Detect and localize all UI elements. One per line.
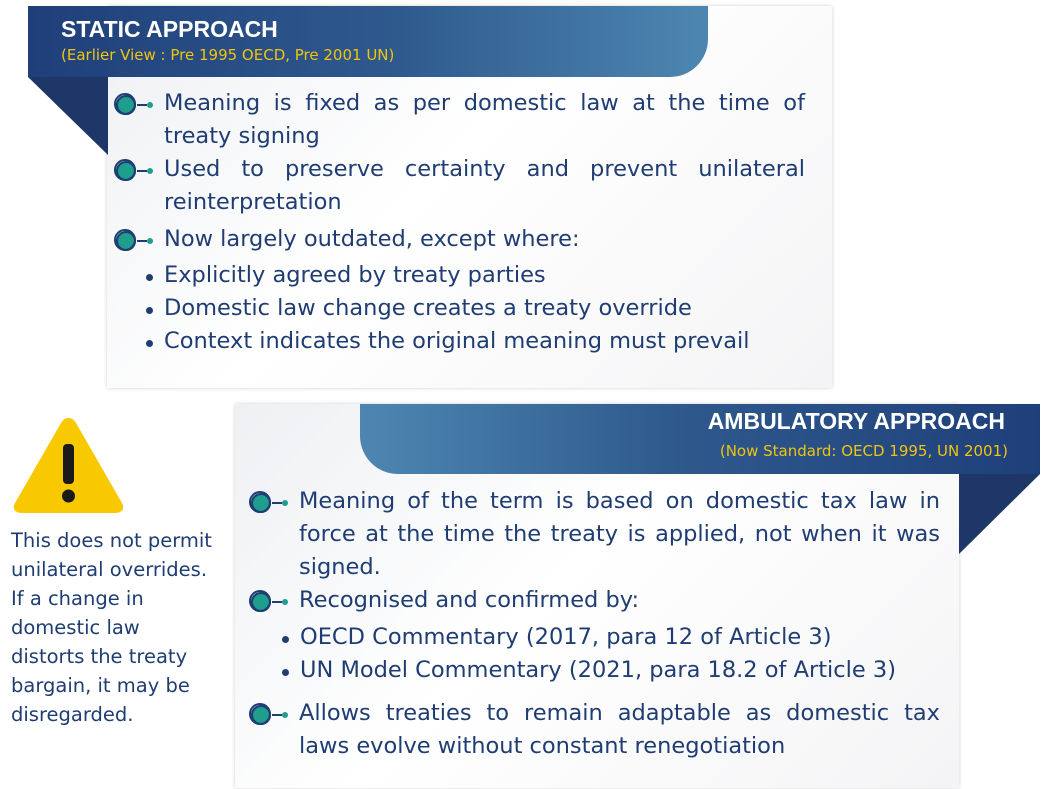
point-text: Recognised and confirmed by: bbox=[299, 587, 640, 613]
list-item bbox=[250, 485, 940, 584]
list-item bbox=[115, 153, 805, 219]
point-text: Now largely outdated, except where: bbox=[164, 226, 580, 252]
bullet-marker-icon bbox=[115, 230, 161, 252]
sub-list-item: Domestic law change creates a treaty override bbox=[140, 292, 749, 325]
warning-triangle-icon bbox=[12, 414, 125, 515]
static-approach-title: STATIC APPROACH bbox=[61, 16, 278, 42]
sub-list-item: Context indicates the original meaning must prevail bbox=[140, 325, 749, 358]
bullet-marker-icon bbox=[115, 160, 161, 182]
point-text: Used to preserve certainty and prevent unilateral reinterpretation bbox=[164, 156, 805, 215]
static-approach-banner bbox=[28, 6, 708, 77]
point-text: Meaning of the term is based on domestic tax law in force at the time the treaty is applied, not when it was signed. bbox=[299, 488, 940, 580]
ambulatory-approach-banner bbox=[360, 404, 1040, 474]
warning-note: This does not permit unilateral overrides. If a change in domestic law distorts the treaty bargain, it may be disregarded. bbox=[11, 529, 212, 726]
bullet-marker-icon bbox=[115, 94, 161, 116]
ambulatory-banner-fold bbox=[959, 474, 1040, 554]
list-item bbox=[250, 584, 940, 617]
bullet-marker-icon bbox=[250, 704, 296, 726]
list-item bbox=[115, 87, 805, 153]
ambulatory-approach-subtitle: (Now Standard: OECD 1995, UN 2001) bbox=[719, 442, 1008, 460]
sub-list-item: OECD Commentary (2017, para 12 of Article 3) bbox=[276, 621, 896, 654]
list-item bbox=[115, 223, 805, 256]
bullet-marker-icon bbox=[250, 591, 296, 613]
point-text: Allows treaties to remain adaptable as domestic tax laws evolve without constant renegotiation bbox=[299, 700, 940, 759]
list-item bbox=[250, 697, 940, 763]
ambulatory-subpoints-list bbox=[276, 621, 896, 687]
static-points-list bbox=[115, 87, 805, 256]
sub-list-item: UN Model Commentary (2021, para 18.2 of Article 3) bbox=[276, 654, 896, 687]
static-subpoints-list bbox=[140, 259, 749, 358]
bullet-marker-icon bbox=[250, 492, 296, 514]
ambulatory-approach-title: AMBULATORY APPROACH bbox=[707, 408, 1005, 434]
static-approach-subtitle: (Earlier View : Pre 1995 OECD, Pre 2001 UN) bbox=[61, 46, 395, 64]
static-banner-fold bbox=[28, 77, 108, 155]
point-text: Meaning is fixed as per domestic law at the time of treaty signing bbox=[164, 90, 805, 149]
sub-list-item: Explicitly agreed by treaty parties bbox=[140, 259, 749, 292]
